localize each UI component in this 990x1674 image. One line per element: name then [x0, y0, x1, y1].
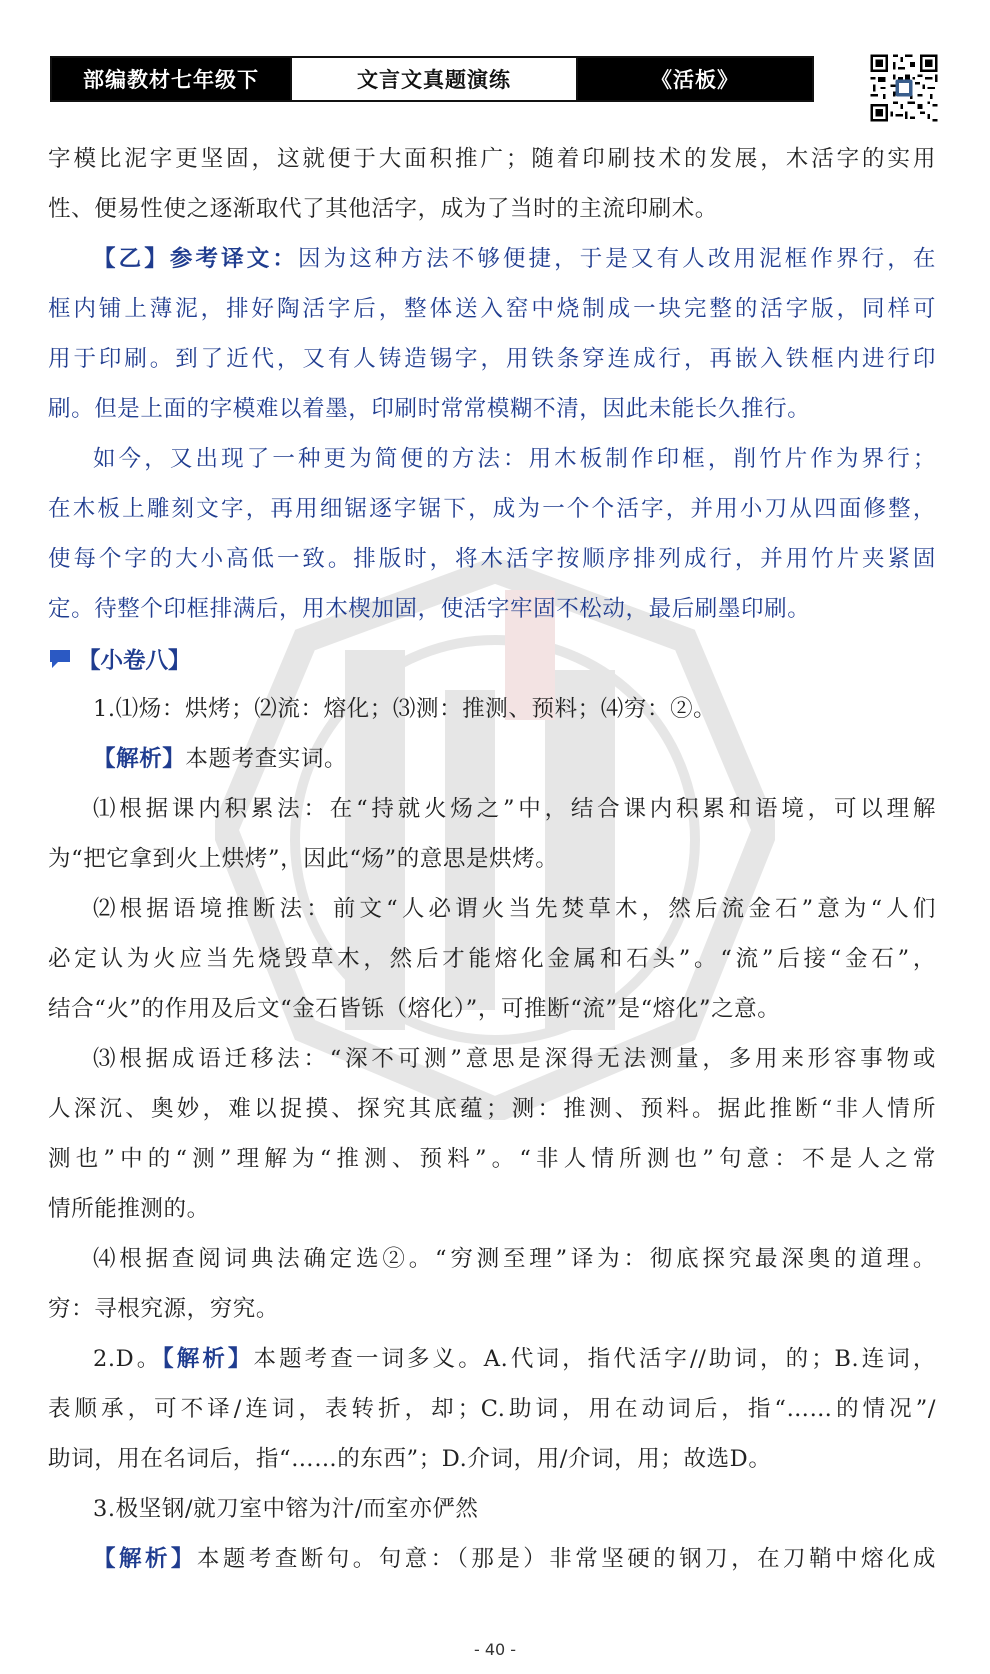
answer-line: 3.极坚钢/就刀室中镕为汁/而室亦俨然: [93, 1496, 479, 1522]
text-line: 人深沉、奥妙，难以捉摸、探究其底蕴；测：推测、预料。据此推断“非人情所: [48, 1096, 936, 1122]
text-line: 表顺承，可不译/连词，表转折，却；C.助词，用在动词后，指“……的情况”/: [48, 1396, 936, 1422]
text-span: 本题考查一词多义。A.代词，指代活字//助词，的；B.连词，: [253, 1346, 936, 1372]
text-span: 本题考查断句。句意：（那是）非常坚硬的钢刀，在刀鞘中熔化成: [196, 1546, 937, 1572]
text-line: 字模比泥字更坚固，这就便于大面积推广；随着印刷技术的发展，木活字的实用: [48, 146, 936, 172]
analysis-label: 【解析】: [93, 1546, 197, 1572]
text-line: [48, 1334, 936, 1384]
page-number: - 40 -: [473, 1640, 517, 1659]
text-line: ⑶根据成语迁移法：“深不可测”意思是深得无法测量，多用来形容事物或: [93, 1046, 936, 1072]
text-line: ⑵根据语境推断法：前文“人必谓火当先焚草木，然后流金石”意为“人们: [93, 896, 936, 922]
text-line: ⑴根据课内积累法：在“持就火炀之”中，结合课内积累和语境，可以理解: [93, 796, 936, 822]
translation-label: 【乙】参考译文：: [93, 246, 298, 272]
text-line: 助词，用在名词后，指“……的东西”；D.介词，用/介词，用；故选D。: [48, 1446, 772, 1472]
text-line: 框内铺上薄泥，排好陶活字后，整体送入窑中烧制成一块完整的活字版，同样可: [48, 296, 936, 322]
text-line: 情所能推测的。: [48, 1196, 210, 1222]
document-body: [48, 134, 936, 1584]
text-line: [48, 1534, 936, 1584]
text-line: 结合“火”的作用及后文“金石皆铄（熔化）”，可推断“流”是“熔化”之意。: [48, 996, 781, 1022]
header-lesson: 《活板》: [578, 58, 812, 100]
text-line: 刷。但是上面的字模难以着墨，印刷时常常模糊不清，因此未能长久推行。: [48, 396, 811, 422]
section-heading: [48, 634, 936, 684]
analysis-label: 【解析】: [93, 746, 186, 772]
text-line: 如今，又出现了一种更为简便的方法：用木板制作印框，削竹片作为界行；: [93, 446, 936, 472]
text-line: 用于印刷。到了近代，又有人铸造锡字，用铁条穿连成行，再嵌入铁框内进行印: [48, 346, 936, 372]
analysis-label: 【解析】: [162, 1346, 254, 1372]
text-line: ⑷根据查阅词典法确定选②。“穷测至理”译为：彻底探究最深奥的道理。: [93, 1246, 936, 1272]
text-line: 为“把它拿到火上烘烤”，因此“炀”的意思是烘烤。: [48, 846, 559, 872]
text-line: 定。待整个印框排满后，用木楔加固，使活字牢固不松动，最后刷墨印刷。: [48, 596, 811, 622]
section-flag-icon: [48, 648, 72, 670]
text-line: 穷：寻根究源，穷究。: [48, 1296, 280, 1322]
text-line: 使每个字的大小高低一致。排版时，将木活字按顺序排列成行，并用竹片夹紧固: [48, 546, 936, 572]
text-span: 因为这种方法不够便捷，于是又有人改用泥框作界行，在: [297, 246, 936, 272]
qr-code-icon: [868, 52, 940, 124]
header-grade: 部编教材七年级下: [52, 58, 290, 100]
answer-prefix: 2.D。: [93, 1346, 163, 1372]
text-line: 测也”中的“测”理解为“推测、预料”。“非人情所测也”句意：不是人之常: [48, 1146, 936, 1172]
text-line: 必定认为火应当先烧毁草木，然后才能熔化金属和石头”。“流”后接“金石”，: [48, 946, 936, 972]
text-line: 性、便易性使之逐渐取代了其他活字，成为了当时的主流印刷术。: [48, 196, 718, 222]
answer-line: 1.⑴炀：烘烤；⑵流：熔化；⑶测：推测、预料；⑷穷：②。: [93, 696, 717, 722]
text-line: [48, 734, 936, 784]
text-line: [48, 234, 936, 284]
header-subject: 文言文真题演练: [290, 58, 578, 100]
text-line: 在木板上雕刻文字，再用细锯逐字锯下，成为一个个活字，并用小刀从四面修整，: [48, 496, 936, 522]
header-banner: [50, 56, 814, 102]
section-title: 【小卷八】: [78, 648, 191, 674]
text-span: 本题考查实词。: [185, 746, 348, 772]
